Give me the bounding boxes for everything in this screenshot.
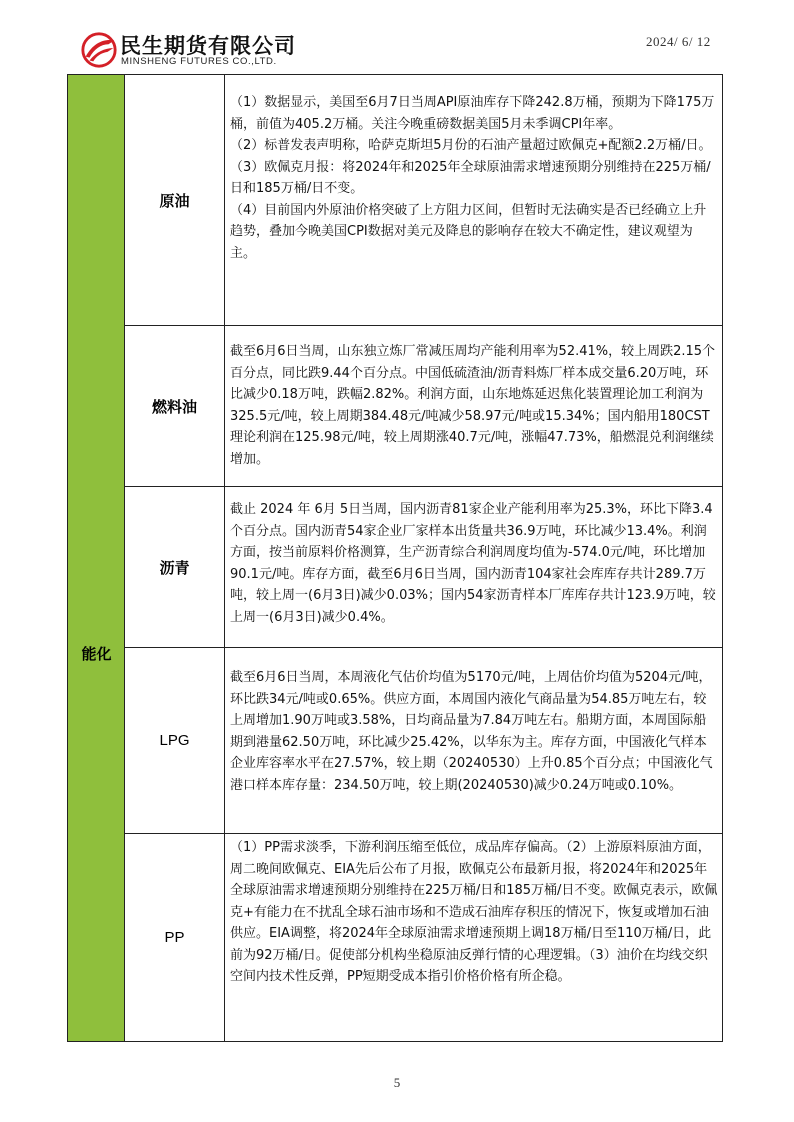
row-name: PP xyxy=(125,834,225,1041)
commodity-rows xyxy=(125,75,722,1041)
paragraph: （4）目前国内外原油价格突破了上方阻力区间，但暂时无法确实是否已经确立上升趋势，叠加今晚美国CPI数据对美元及降息的影响存在较大不确定性，建议观望为主。 xyxy=(230,202,707,261)
row-content xyxy=(230,487,718,659)
row-name: 原油 xyxy=(125,75,225,325)
row-name: LPG xyxy=(125,648,225,833)
row-crude-oil xyxy=(125,75,722,326)
paragraph: （1）PP需求淡季，下游利润压缩至低位，成品库存偏高。（2）上游原料原油方面，周二晚间欧佩克、EIA先后公布了月报，欧佩克公布最新月报，将2024年和2025年全球原油需求增速预期分别维持在225万桶/日和185万桶/日不变。欧佩克表示，欧佩克+有能力在不扰乱全球石油市场和不造成石油库存积压的情况下，恢复或增加石油供应。EIA调整，将2024年全球原油需求增速预期上调18万桶/日至110万桶/日，此前为92万桶/日。促使部分机构坐稳原油反弹行情的心理逻辑。（3）油价在均线交织空间内技术性反弹，PP短期受成本指引价格价格有所企稳。 xyxy=(230,840,718,984)
minsheng-logo-icon xyxy=(80,31,118,69)
sector-cell xyxy=(68,75,125,1041)
paragraph: （3）欧佩克月报：将2024年和2025年全球原油需求增速预期分别维持在225万桶/日和185万桶/日不变。 xyxy=(230,159,711,196)
row-fuel-oil xyxy=(125,326,722,487)
row-name: 燃料油 xyxy=(125,326,225,486)
row-content xyxy=(230,648,718,852)
paragraph: 截至6月6日当周，本周液化气估价均值为5170元/吨，上周估价均值为5204元/吨，环比跌34元/吨或0.65%。供应方面，本周国内液化气商品量为54.85万吨左右，较上周增加1.90万吨或3.58%，日均商品量为7.84万吨左右。船期方面，本周国际船期到港量62.50万吨，环比减少25.42%，以华东为主。库存方面，中国液化气样本企业库容率水平在27.57%，较上期（20240530）上升0.85个百分点；中国液化气港口样本库存量：234.50万吨，较上期(20240530)减少0.24万吨或0.10%。 xyxy=(230,670,713,793)
page-header xyxy=(0,0,794,74)
row-content xyxy=(230,834,718,1044)
row-lpg xyxy=(125,648,722,834)
report-date: 2024/ 6/ 12 xyxy=(646,34,711,49)
sector-label: 能化 xyxy=(81,645,112,663)
paragraph: （2）标普发表声明称，哈萨克斯坦5月份的石油产量超过欧佩克+配额2.2万桶/日。 xyxy=(230,138,712,153)
paragraph: （1）数据显示，美国至6月7日当周API原油库存下降242.8万桶，预期为下降175万桶，前值为405.2万桶。关注今晚重磅数据美国5月未季调CPI年率。 xyxy=(230,95,715,132)
row-pp xyxy=(125,834,722,1041)
row-content xyxy=(230,75,718,342)
company-name-cn: 民生期货有限公司 xyxy=(120,34,296,58)
row-content xyxy=(230,326,718,501)
paragraph: 截止 2024 年 6月 5日当周，国内沥青81家企业产能利用率为25.3%，环比下降3.4个百分点。国内沥青54家企业厂家样本出货量共36.9万吨，环比减少13.4%。利润方面，按当前原料价格测算，生产沥青综合利润周度均值为-574.0元/吨，环比增加90.1元/吨。库存方面，截至6月6日当周，国内沥青104家社会库库存共计289.7万吨，较上周一(6月3日)减少0.03%；国内54家沥青样本厂库库存共计123.9万吨，较上周一(6月3日)减少0.4%。 xyxy=(230,502,716,625)
commodity-table xyxy=(67,74,723,1042)
row-name: 沥青 xyxy=(125,487,225,647)
row-asphalt xyxy=(125,487,722,648)
company-name-en: MINSHENG FUTURES CO.,LTD. xyxy=(121,56,277,67)
paragraph: 截至6月6日当周，山东独立炼厂常减压周均产能利用率为52.41%，较上周跌2.15个百分点，同比跌9.44个百分点。中国低硫渣油/沥青料炼厂样本成交量6.20万吨，环比减少0.18万吨，跌幅2.82%。利润方面，山东地炼延迟焦化装置理论加工利润为325.5元/吨，较上周期384.48元/吨减少58.97元/吨或15.34%；国内船用180CST理论利润在125.98元/吨，较上周期涨40.7元/吨，涨幅47.73%，船燃混兑利润继续增加。 xyxy=(230,344,716,467)
page-number: 5 xyxy=(393,1075,401,1090)
